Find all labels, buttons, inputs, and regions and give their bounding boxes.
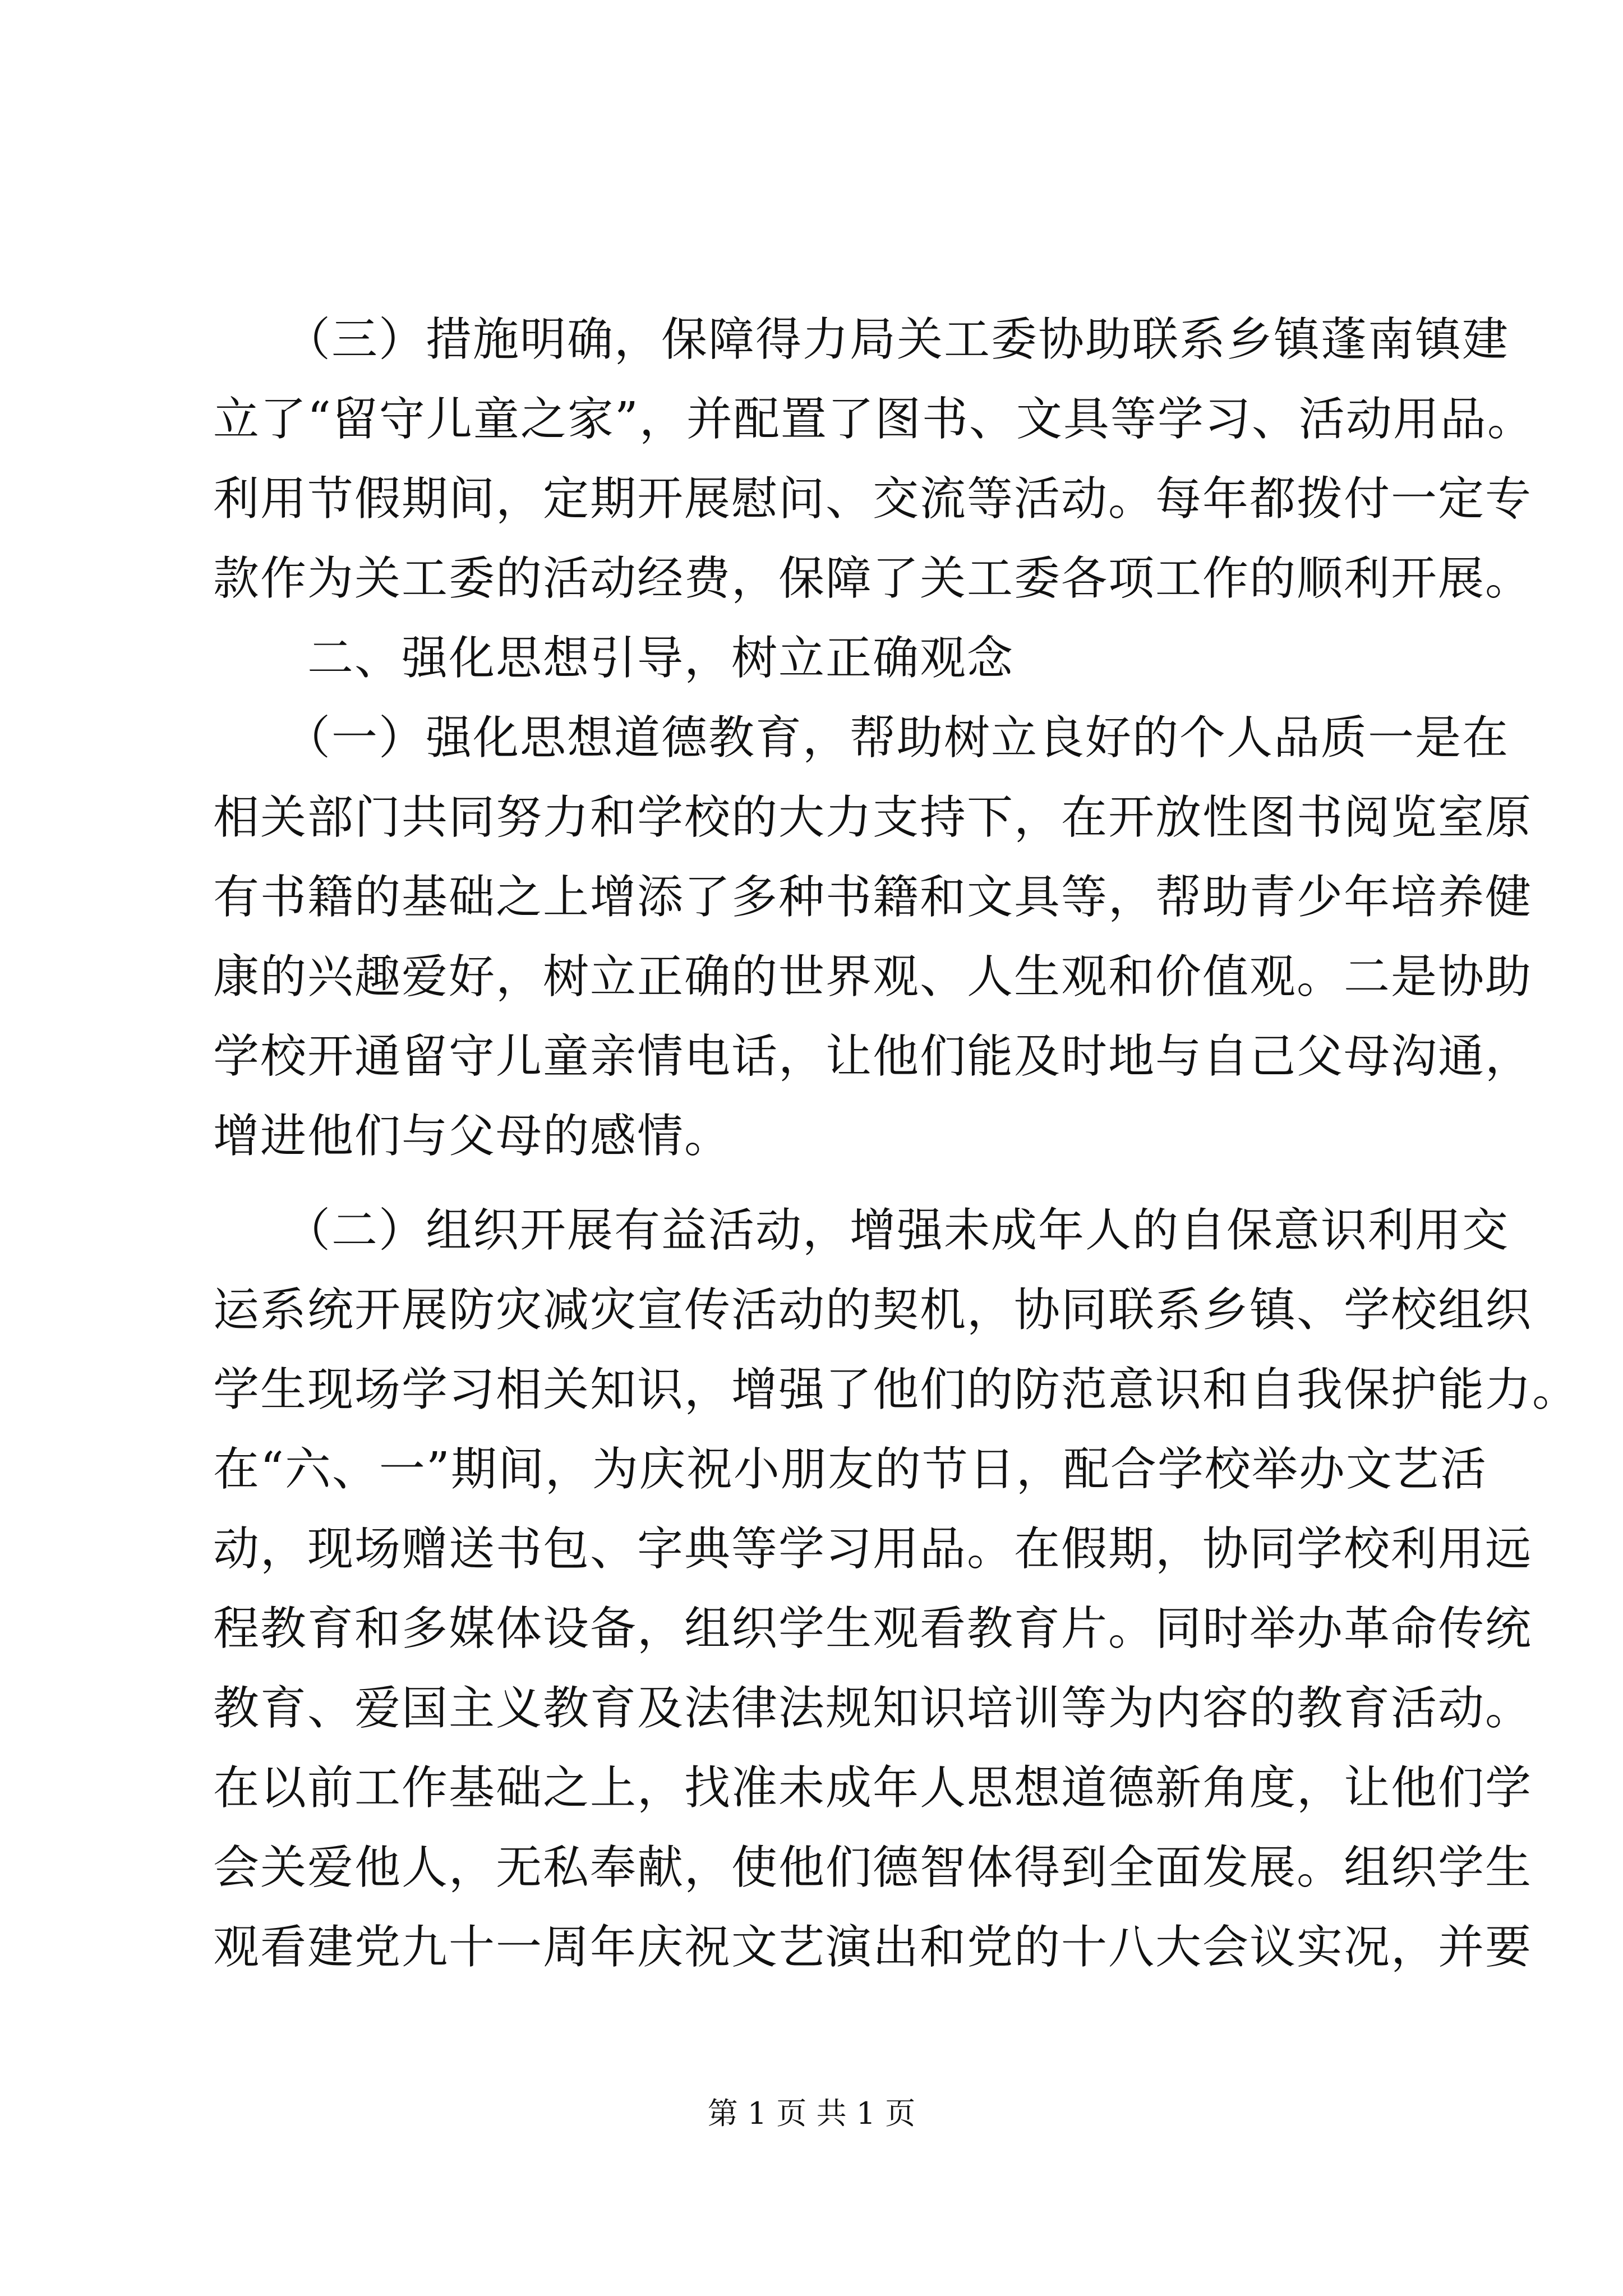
paragraph-line: 立了“留守儿童之家”，并配置了图书、文具等学习、活动用品。	[213, 393, 1534, 446]
paragraph-line: 程教育和多媒体设备，组织学生观看教育片。同时举办革命传统	[213, 1602, 1533, 1655]
paragraph-line: 在“六、一”期间，为庆祝小朋友的节日，配合学校举办文艺活	[213, 1443, 1487, 1496]
paragraph-line: 观看建党九十一周年庆祝文艺演出和党的十八大会议实况，并要	[213, 1921, 1533, 1974]
paragraph-line: 相关部门共同努力和学校的大力支持下，在开放性图书阅览室原	[213, 791, 1533, 844]
paragraph-line: 运系统开展防灾减灾宣传活动的契机，协同联系乡镇、学校组织	[213, 1283, 1533, 1337]
page-footer: 第 1 页 共 1 页	[707, 2096, 916, 2131]
paragraph-line: （一）强化思想道德教育，帮助树立良好的个人品质一是在	[213, 711, 1510, 765]
paragraph-line: 有书籍的基础之上增添了多种书籍和文具等，帮助青少年培养健	[213, 871, 1533, 924]
paragraph-line: 会关爱他人，无私奉献，使他们德智体得到全面发展。组织学生	[213, 1841, 1533, 1894]
paragraph-line: 增进他们与父母的感情。	[213, 1110, 732, 1163]
paragraph-line: 学校开通留守儿童亲情电话，让他们能及时地与自己父母沟通，	[213, 1030, 1533, 1083]
paragraph-line: 利用节假期间，定期开展慰问、交流等活动。每年都拨付一定专	[213, 472, 1533, 526]
paragraph-line: 教育、爱国主义教育及法律法规知识培训等为内容的教育活动。	[213, 1682, 1533, 1735]
paragraph-line: 康的兴趣爱好，树立正确的世界观、人生观和价值观。二是协助	[213, 950, 1533, 1004]
paragraph-line: 动，现场赠送书包、字典等学习用品。在假期，协同学校利用远	[213, 1522, 1533, 1576]
paragraph-line: 款作为关工委的活动经费，保障了关工委各项工作的顺利开展。	[213, 552, 1533, 605]
paragraph-line: 学生现场学习相关知识，增强了他们的防范意识和自我保护能力。	[213, 1363, 1580, 1416]
paragraph-line: （二）组织开展有益活动，增强未成年人的自保意识利用交	[213, 1204, 1510, 1257]
paragraph-line: 在以前工作基础之上，找准未成年人思想道德新角度，让他们学	[213, 1761, 1533, 1815]
section-heading: 二、强化思想引导，树立正确观念	[213, 632, 1015, 685]
paragraph-line: （三）措施明确，保障得力局关工委协助联系乡镇蓬南镇建	[213, 313, 1510, 366]
